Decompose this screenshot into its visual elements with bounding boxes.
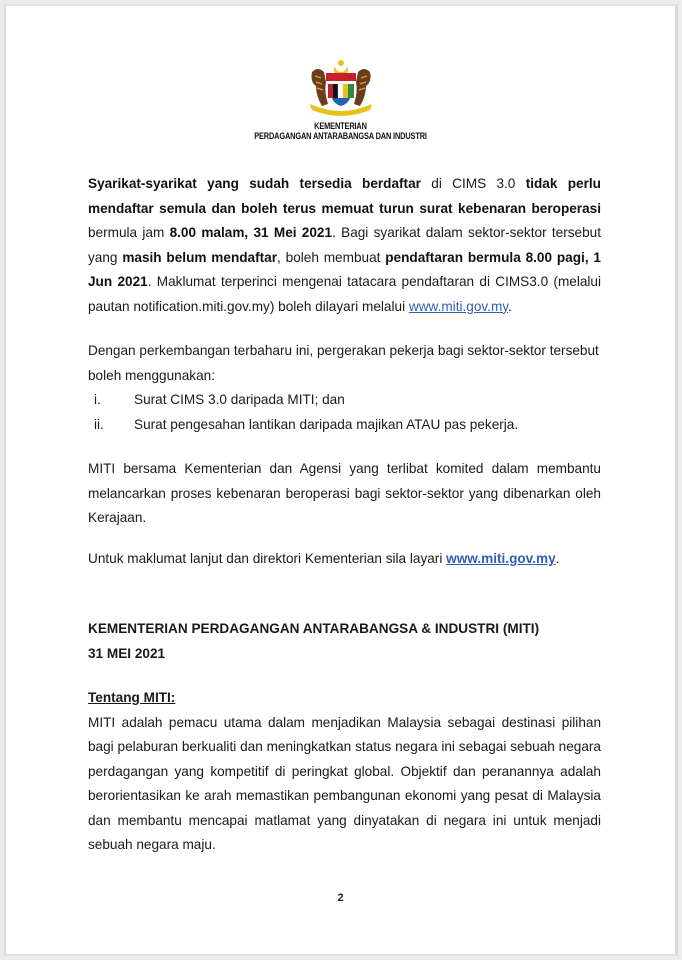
text-span: bermula jam [88, 225, 170, 240]
bold-text: 8.00 malam, 31 Mei 2021 [169, 225, 333, 240]
signoff-org: KEMENTERIAN PERDAGANGAN ANTARABANGSA & INDUSTRI (MITI) [88, 621, 540, 636]
text-span: , boleh membuat [277, 249, 386, 265]
text-span: . [555, 551, 560, 566]
bold-text: tidak perlu mendaftar semula dan boleh terus memuat turun surat kebenaran beroperasi [88, 176, 601, 216]
list-item [88, 413, 601, 438]
paragraph-more-info [88, 547, 601, 572]
bold-text: pendaftaran bermula 8.00 pagi, 1 Jun 2021 [88, 249, 601, 289]
about-section [88, 686, 601, 858]
page-number: 2 [337, 892, 344, 904]
list-text: Surat pengesahan lantikan daripada majikan ATAU pas pekerja. [134, 416, 519, 432]
text-span: . Bagi syarikat dalam sektor-sektor tersebut yang [88, 225, 601, 265]
text-span: . Maklumat terperinci mengenai tatacara pendaftaran di CIMS3.0 (melalui pautan notification.miti.gov.my) boleh dilayari melalui [88, 274, 602, 314]
paragraph-worker-movement [88, 339, 601, 437]
bold-text: Syarikat-syarikat yang sudah tersedia berdaftar [88, 176, 421, 191]
list-text: Surat CIMS 3.0 daripada MITI; dan [134, 392, 345, 407]
list-number: i. [94, 392, 101, 407]
paragraph-commitment: MITI bersama Kementerian dan Agensi yang terlibat komited dalam membantu melancarkan proses kebenaran beroperasi bagi sektor-sektor yang dibenarkan oleh Kerajaan. [88, 461, 601, 525]
about-heading: Tentang MITI: [88, 690, 176, 705]
coat-of-arms-icon [302, 56, 380, 118]
list-item [88, 388, 601, 413]
document-list [88, 388, 601, 437]
letterhead [6, 56, 675, 142]
bold-text: masih belum mendaftar [122, 249, 278, 265]
text-span: . [508, 298, 512, 314]
list-number: ii. [94, 416, 104, 432]
miti-website-link[interactable]: www.miti.gov.my [446, 551, 556, 566]
text-span: Untuk maklumat lanjut dan direktori Kementerian sila layari [88, 551, 447, 566]
about-text: MITI adalah pemacu utama dalam menjadikan Malaysia sebagai destinasi pilihan bagi pelaburan berkualiti dan meningkatkan status negara ini sebagai sebuah negara perdagangan yang kompetitif di peringkat global. Objektif dan peranannya adalah berorientasikan ke arah memastikan pembangunan ekonomi yang pesat di Malaysia dan membantu mencapai matlamat yang dinyatakan di negara ini untuk menjadi sebuah negara maju. [88, 714, 601, 852]
miti-website-link[interactable]: www.miti.gov.my [408, 298, 509, 314]
paragraph-registration [88, 172, 601, 319]
document-page [4, 4, 678, 956]
signoff-date: 31 MEI 2021 [88, 645, 166, 661]
ministry-name-line1: KEMENTERIAN [314, 121, 367, 132]
ministry-name-line2: PERDAGANGAN ANTARABANGSA DAN INDUSTRI [254, 131, 427, 142]
signoff [88, 617, 601, 666]
paragraph-intro: Dengan perkembangan terbaharu ini, pergerakan pekerja bagi sektor-sektor tersebut boleh menggunakan: [88, 343, 599, 383]
text-span: di CIMS 3.0 [420, 176, 526, 191]
